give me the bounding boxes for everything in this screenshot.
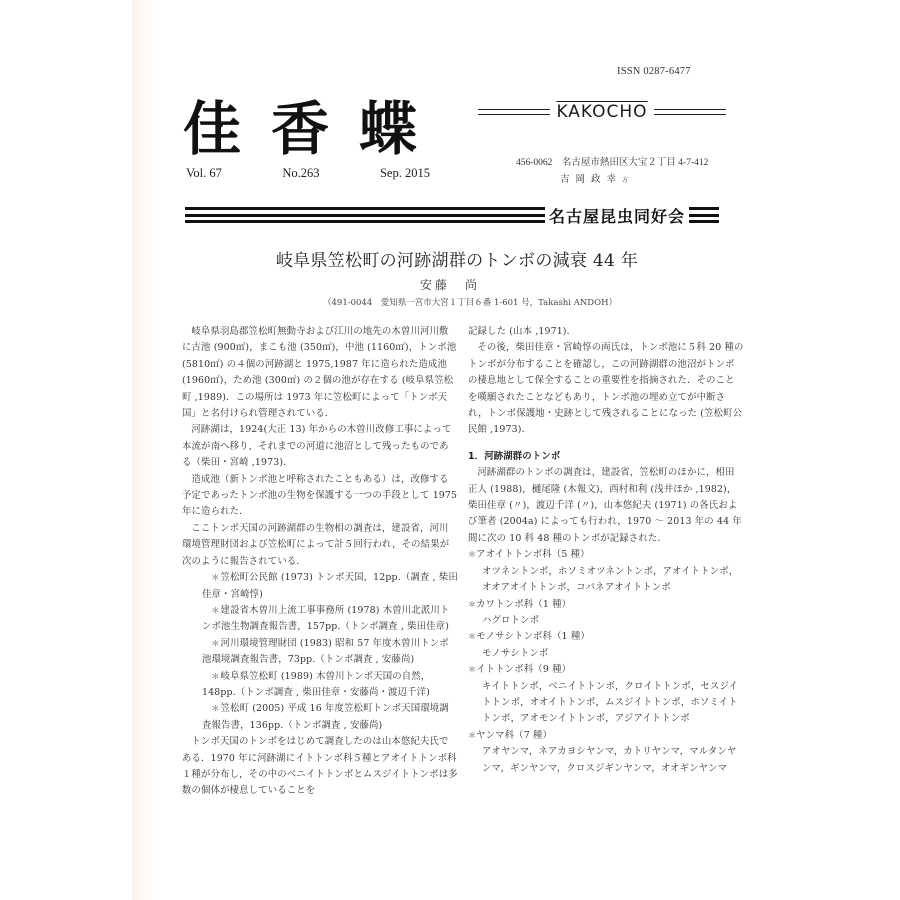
publisher-address: 456-0062 名古屋市熱田区大宝２丁目 4-7-412 [516, 158, 709, 168]
family-name: ＊ アオイトトンボ科（5 種） [468, 547, 744, 563]
reference-item: ＊ 建設省木曽川上流工事事務所 (1978) 木曽川北派川トンボ池生物調査報告書，157pp.（トンボ調査 , 柴田佳章) [182, 603, 458, 636]
reference-item: ＊ 笠松町公民館 (1973) トンボ天国，12pp.（調査 , 柴田佳章・宮崎惇) [182, 570, 458, 603]
triple-rule-left [185, 207, 545, 223]
right-column [468, 324, 744, 777]
issue-info [186, 166, 430, 181]
species-list: アオヤンマ，ネアカヨシヤンマ，カトリヤンマ，マルタンヤンマ，ギンヤンマ，クロスジギンヤンマ，オオギンヤンマ [482, 746, 737, 774]
left-column [182, 324, 458, 800]
contact-suffix: 方 [622, 177, 629, 184]
contact-name: 吉岡政幸 [560, 174, 623, 185]
title-char-2: 香 [270, 95, 329, 163]
family-list-item [468, 547, 744, 596]
family-name: ＊ ヤンマ科（7 種） [468, 728, 744, 744]
body-paragraph: トンボ天国のトンボをはじめて調査したのは山本悠紀夫氏である．1970 年に河跡湖にイトトンボ科５種とアオイトトンボ科１種が分布し，その中のベニイトトンボとムスジイトトンボは多数の個体が棲息していることを [182, 736, 458, 797]
volume: Vol. 67 [186, 166, 222, 180]
double-rule-left [478, 109, 550, 115]
family-name: ＊ カワトンボ科（1 種） [468, 597, 744, 613]
publisher-contact [560, 171, 628, 185]
issue-date: Sep. 2015 [379, 166, 430, 180]
reference-item: ＊ 笠松町 (2005) 平成 16 年度笠松町トンボ天国環境調査報告書，136pp.（トンボ調査 , 安藤尚) [182, 701, 458, 734]
species-list: ハグロトンボ [482, 614, 540, 626]
issn-number: ISSN 0287-6477 [617, 66, 691, 77]
body-paragraph: 岐阜県羽島郡笠松町無動寺および江川の地先の木曽川河川敷に古池 (900㎡)，まこも池 (350㎡)，中池 (1160㎡)，トンボ池 (5810㎡) の４個の河跡湖と 1975,1987 年に造られた造成池 (1960㎡)，ため池 (300㎡) の２個の池が存在する (岐阜県笠松町 ,1989)．この場所は 1973 年に笠松町によって「トンボ天国」と名付けられ管理されている． [182, 326, 457, 420]
article-title: 岐阜県笠松町の河跡湖群のトンボの減衰 44 年 [275, 251, 639, 271]
title-char-1: 佳 [182, 95, 241, 163]
family-list-item [468, 597, 744, 630]
romanized-title: KAKOCHO [556, 102, 648, 122]
family-list-item [468, 728, 744, 777]
romanized-title-banner [478, 100, 726, 124]
family-name: ＊ イトトンボ科（9 種） [468, 662, 744, 678]
species-list: キイトトンボ，ベニイトトンボ，クロイトトンボ，セスジイトトンボ，オオイトトンボ，ムスジイトトンボ，ホソミイトトンボ，アオモンイトトンボ，アジアイトトンボ [482, 680, 739, 725]
reference-item: ＊ 岐阜県笠松町 (1989) 木曽川トンボ天国の自然，148pp.（トンボ調査 , 柴田佳章・安藤尚・渡辺千洋) [182, 669, 458, 702]
society-banner [185, 204, 719, 226]
double-rule-right [654, 109, 726, 115]
body-paragraph: 河跡湖群のトンボの調査は，建設省，笠松町のほかに，相田正人 (1988)，樋尾隆 (木報文)，西村和利 (浅井ほか ,1982)，柴田佳章 (〃)，渡辺千洋 (〃)，山本悠紀夫 (1971) の各氏および筆者 (2004a) によっても行われ，1970 ～ 2013 年の 44 年間に次の 10 科 48 種のトンボが記録された． [468, 467, 742, 544]
family-name: ＊ モノサシトンボ科（1 種） [468, 629, 744, 645]
title-char-3: 蝶 [358, 95, 417, 163]
body-paragraph: 造成池（新トンボ池と呼称されたこともある）は，改修する予定であったトンボ池の生物を保護する一つの手段として 1975 年に造られた． [182, 473, 458, 518]
society-name: 名古屋昆虫同好会 [548, 206, 685, 226]
body-paragraph: その後，柴田佳章・宮崎惇の両氏は，トンボ池に５科 20 種のトンボが分布することを確認し，この河跡湖群の池沼がトンボの棲息地として保全することの重要性を指摘された．そのことを嘆願されたことなどもあり，トンボ池の埋め立てが中断され，トンボ保護地・史跡として残されることになった (笠松町公民館 ,1973)． [468, 342, 744, 436]
body-paragraph: ここトンボ天国の河跡湖群の生物相の調査は，建設省，河川環境管理財団および笠松町によって計５回行われ，その結果が次のように報告されている． [182, 522, 450, 567]
reference-item: ＊ 河川環境管理財団 (1983) 昭和 57 年度木曽川トンボ池環境調査報告書，73pp.（トンボ調査 , 安藤尚) [182, 636, 458, 669]
body-paragraph: 河跡湖は，1924(大正 13) 年からの木曽川改修工事によって本流が南へ移り，それまでの河道に池沼として残ったものである（柴田・宮崎 ,1973)． [182, 424, 452, 469]
family-list-item [468, 662, 744, 728]
issue-number: No.263 [282, 166, 320, 180]
author-affiliation: （491-0044 愛知県一宮市大宮１丁目６番 1-601 号，Takashi ANDOH） [323, 298, 617, 308]
species-list: オツネントンボ，ホソミオツネントンボ，アオイトトンボ，オオアオイトトンボ，コバネアオイトトンボ [482, 565, 739, 594]
journal-title [180, 96, 420, 162]
triple-rule-right [689, 207, 719, 223]
section-heading: 1．河跡湖群のトンボ [468, 450, 561, 462]
article-author: 安藤 尚 [419, 278, 480, 292]
continued-text: 記録した (山本 ,1971)． [468, 326, 577, 337]
family-list-item [468, 629, 744, 662]
species-list: モノサシトンボ [482, 647, 549, 659]
